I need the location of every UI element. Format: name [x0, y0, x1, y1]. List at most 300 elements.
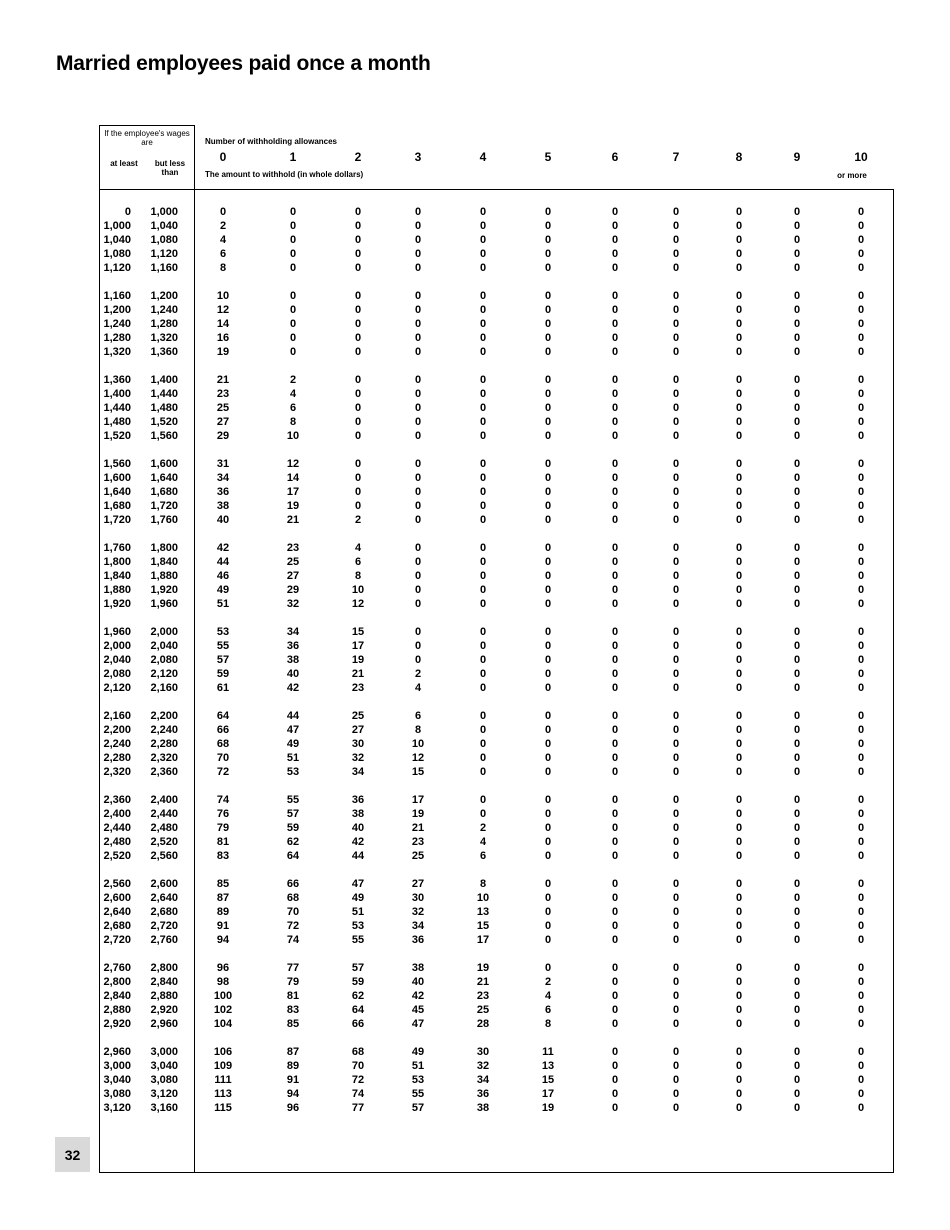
withholding-amount-0: 96 [216, 962, 230, 974]
withholding-amount-10: 0 [857, 542, 865, 554]
withholding-amount-8: 0 [735, 1004, 743, 1016]
wage-but-less-than: 1,680 [150, 486, 178, 498]
page-number: 32 [55, 1137, 90, 1172]
withholding-amount-2: 0 [354, 206, 362, 218]
withholding-amount-8: 0 [735, 1046, 743, 1058]
withholding-amount-9: 0 [793, 906, 801, 918]
withholding-amount-8: 0 [735, 514, 743, 526]
withholding-amount-4: 0 [479, 752, 487, 764]
withholding-amount-10: 0 [857, 976, 865, 988]
withholding-amount-6: 0 [611, 514, 619, 526]
wage-but-less-than: 2,080 [150, 654, 178, 666]
withholding-amount-9: 0 [793, 822, 801, 834]
wage-at-least: 1,960 [103, 626, 131, 638]
withholding-amount-6: 0 [611, 304, 619, 316]
withholding-amount-10: 0 [857, 710, 865, 722]
withholding-amount-9: 0 [793, 458, 801, 470]
wage-at-least: 2,760 [103, 962, 131, 974]
withholding-amount-7: 0 [672, 374, 680, 386]
withholding-amount-9: 0 [793, 598, 801, 610]
withholding-amount-4: 0 [479, 486, 487, 498]
withholding-amount-2: 0 [354, 304, 362, 316]
withholding-amount-2: 30 [351, 738, 365, 750]
withholding-amount-2: 0 [354, 458, 362, 470]
withholding-amount-10: 0 [857, 794, 865, 806]
withholding-amount-5: 0 [544, 962, 552, 974]
withholding-amount-9: 0 [793, 934, 801, 946]
withholding-amount-6: 0 [611, 640, 619, 652]
withholding-amount-6: 0 [611, 598, 619, 610]
withholding-amount-6: 0 [611, 332, 619, 344]
withholding-amount-10: 0 [857, 290, 865, 302]
withholding-amount-10: 0 [857, 318, 865, 330]
withholding-amount-9: 0 [793, 500, 801, 512]
withholding-amount-1: 0 [289, 206, 297, 218]
withholding-amount-9: 0 [793, 738, 801, 750]
withholding-amount-10: 0 [857, 584, 865, 596]
withholding-amount-3: 15 [411, 766, 425, 778]
wage-at-least: 2,880 [103, 1004, 131, 1016]
withholding-amount-1: 77 [286, 962, 300, 974]
withholding-amount-10: 0 [857, 850, 865, 862]
withholding-amount-10: 0 [857, 304, 865, 316]
withholding-amount-3: 0 [414, 626, 422, 638]
withholding-amount-7: 0 [672, 500, 680, 512]
withholding-amount-8: 0 [735, 752, 743, 764]
withholding-amount-8: 0 [735, 318, 743, 330]
withholding-amount-2: 0 [354, 486, 362, 498]
withholding-amount-6: 0 [611, 1102, 619, 1114]
withholding-amount-10: 0 [857, 822, 865, 834]
withholding-amount-4: 4 [479, 836, 487, 848]
withholding-amount-1: 94 [286, 1088, 300, 1100]
wage-at-least: 1,760 [103, 542, 131, 554]
withholding-amount-4: 0 [479, 402, 487, 414]
withholding-amount-5: 0 [544, 514, 552, 526]
wage-but-less-than: 2,120 [150, 668, 178, 680]
withholding-amount-0: 6 [219, 248, 227, 260]
withholding-amount-8: 0 [735, 906, 743, 918]
wage-at-least: 3,120 [103, 1102, 131, 1114]
withholding-amount-3: 36 [411, 934, 425, 946]
withholding-amount-0: 19 [216, 346, 230, 358]
withholding-amount-9: 0 [793, 346, 801, 358]
withholding-amount-9: 0 [793, 1018, 801, 1030]
withholding-amount-6: 0 [611, 794, 619, 806]
wage-but-less-than: 2,680 [150, 906, 178, 918]
withholding-amount-1: 64 [286, 850, 300, 862]
withholding-amount-9: 0 [793, 682, 801, 694]
withholding-amount-10: 0 [857, 934, 865, 946]
withholding-amount-6: 0 [611, 738, 619, 750]
withholding-amount-3: 0 [414, 248, 422, 260]
withholding-amount-7: 0 [672, 542, 680, 554]
withholding-amount-0: 53 [216, 626, 230, 638]
withholding-amount-9: 0 [793, 556, 801, 568]
withholding-amount-3: 17 [411, 794, 425, 806]
wage-at-least: 1,320 [103, 346, 131, 358]
withholding-amount-1: 89 [286, 1060, 300, 1072]
withholding-amount-2: 77 [351, 1102, 365, 1114]
withholding-amount-4: 0 [479, 570, 487, 582]
withholding-amount-5: 0 [544, 570, 552, 582]
withholding-amount-8: 0 [735, 1018, 743, 1030]
withholding-amount-2: 0 [354, 346, 362, 358]
withholding-amount-0: 16 [216, 332, 230, 344]
withholding-amount-0: 81 [216, 836, 230, 848]
withholding-amount-0: 27 [216, 416, 230, 428]
withholding-amount-8: 0 [735, 570, 743, 582]
wage-but-less-than: 1,280 [150, 318, 178, 330]
wage-but-less-than: 3,000 [150, 1046, 178, 1058]
withholding-amount-2: 25 [351, 710, 365, 722]
withholding-amount-0: 109 [213, 1060, 233, 1072]
withholding-amount-6: 0 [611, 962, 619, 974]
withholding-amount-6: 0 [611, 500, 619, 512]
wage-but-less-than: 1,320 [150, 332, 178, 344]
withholding-amount-5: 0 [544, 640, 552, 652]
header-divider [99, 189, 894, 190]
withholding-amount-0: 44 [216, 556, 230, 568]
withholding-amount-4: 32 [476, 1060, 490, 1072]
withholding-amount-5: 0 [544, 416, 552, 428]
withholding-amount-9: 0 [793, 220, 801, 232]
withholding-amount-1: 0 [289, 234, 297, 246]
wage-but-less-than: 2,840 [150, 976, 178, 988]
withholding-amount-6: 0 [611, 430, 619, 442]
withholding-amount-1: 0 [289, 220, 297, 232]
withholding-amount-5: 0 [544, 374, 552, 386]
wage-but-less-than: 2,880 [150, 990, 178, 1002]
withholding-amount-4: 0 [479, 724, 487, 736]
withholding-amount-2: 2 [354, 514, 362, 526]
withholding-amount-5: 0 [544, 388, 552, 400]
withholding-amount-7: 0 [672, 682, 680, 694]
withholding-amount-6: 0 [611, 822, 619, 834]
withholding-amount-0: 4 [219, 234, 227, 246]
wage-at-least: 2,080 [103, 668, 131, 680]
withholding-amount-9: 0 [793, 640, 801, 652]
withholding-amount-6: 0 [611, 976, 619, 988]
withholding-amount-0: 61 [216, 682, 230, 694]
withholding-amount-1: 34 [286, 626, 300, 638]
withholding-amount-1: 6 [289, 402, 297, 414]
withholding-amount-2: 0 [354, 318, 362, 330]
withholding-amount-6: 0 [611, 752, 619, 764]
withholding-amount-7: 0 [672, 486, 680, 498]
withholding-amount-7: 0 [672, 388, 680, 400]
withholding-amount-0: 68 [216, 738, 230, 750]
withholding-amount-8: 0 [735, 836, 743, 848]
withholding-amount-3: 57 [411, 1102, 425, 1114]
withholding-amount-5: 0 [544, 304, 552, 316]
withholding-amount-10: 0 [857, 248, 865, 260]
wage-at-least: 1,280 [103, 332, 131, 344]
withholding-amount-6: 0 [611, 906, 619, 918]
withholding-amount-10: 0 [857, 500, 865, 512]
withholding-amount-10: 0 [857, 262, 865, 274]
withholding-amount-7: 0 [672, 1088, 680, 1100]
withholding-amount-0: 34 [216, 472, 230, 484]
wage-but-less-than: 1,720 [150, 500, 178, 512]
withholding-amount-6: 0 [611, 388, 619, 400]
withholding-amount-5: 0 [544, 892, 552, 904]
wage-but-less-than: 1,240 [150, 304, 178, 316]
withholding-amount-3: 34 [411, 920, 425, 932]
withholding-amount-3: 38 [411, 962, 425, 974]
withholding-amount-3: 0 [414, 262, 422, 274]
withholding-amount-7: 0 [672, 738, 680, 750]
withholding-amount-8: 0 [735, 220, 743, 232]
withholding-amount-3: 0 [414, 514, 422, 526]
withholding-amount-4: 0 [479, 766, 487, 778]
withholding-amount-0: 23 [216, 388, 230, 400]
withholding-amount-5: 0 [544, 262, 552, 274]
withholding-amount-2: 6 [354, 556, 362, 568]
withholding-amount-2: 70 [351, 1060, 365, 1072]
wage-at-least: 1,400 [103, 388, 131, 400]
withholding-amount-8: 0 [735, 1088, 743, 1100]
withholding-amount-10: 0 [857, 332, 865, 344]
withholding-amount-10: 0 [857, 1004, 865, 1016]
withholding-amount-5: 11 [542, 1046, 554, 1058]
withholding-amount-7: 0 [672, 598, 680, 610]
wage-at-least: 1,040 [103, 234, 131, 246]
withholding-amount-8: 0 [735, 794, 743, 806]
withholding-amount-8: 0 [735, 850, 743, 862]
withholding-amount-8: 0 [735, 500, 743, 512]
wage-but-less-than: 2,400 [150, 794, 178, 806]
withholding-amount-3: 0 [414, 486, 422, 498]
withholding-amount-8: 0 [735, 206, 743, 218]
wage-at-least: 1,600 [103, 472, 131, 484]
withholding-amount-0: 74 [216, 794, 230, 806]
withholding-amount-8: 0 [735, 766, 743, 778]
wage-but-less-than: 2,000 [150, 626, 178, 638]
withholding-amount-0: 31 [216, 458, 230, 470]
withholding-amount-8: 0 [735, 724, 743, 736]
withholding-amount-3: 0 [414, 402, 422, 414]
wage-but-less-than: 2,320 [150, 752, 178, 764]
wage-at-least: 2,520 [103, 850, 131, 862]
withholding-amount-5: 0 [544, 794, 552, 806]
withholding-amount-10: 0 [857, 892, 865, 904]
withholding-amount-8: 0 [735, 962, 743, 974]
withholding-amount-4: 0 [479, 542, 487, 554]
wage-at-least: 2,720 [103, 934, 131, 946]
withholding-amount-10: 0 [857, 220, 865, 232]
withholding-amount-5: 0 [544, 458, 552, 470]
withholding-amount-0: 66 [216, 724, 230, 736]
withholding-amount-6: 0 [611, 1074, 619, 1086]
withholding-amount-5: 0 [544, 430, 552, 442]
withholding-amount-0: 72 [216, 766, 230, 778]
withholding-amount-3: 53 [411, 1074, 425, 1086]
withholding-amount-6: 0 [611, 262, 619, 274]
withholding-amount-1: 0 [289, 304, 297, 316]
withholding-amount-3: 27 [411, 878, 425, 890]
withholding-amount-6: 0 [611, 766, 619, 778]
wage-but-less-than: 1,000 [150, 206, 178, 218]
wage-at-least: 1,200 [103, 304, 131, 316]
withholding-amount-7: 0 [672, 332, 680, 344]
withholding-amount-9: 0 [793, 388, 801, 400]
withholding-amount-2: 15 [351, 626, 365, 638]
wage-at-least: 1,360 [103, 374, 131, 386]
wage-but-less-than: 1,840 [150, 556, 178, 568]
withholding-amount-10: 0 [857, 668, 865, 680]
withholding-amount-3: 30 [411, 892, 425, 904]
withholding-amount-1: 0 [289, 262, 297, 274]
withholding-amount-9: 0 [793, 486, 801, 498]
withholding-amount-7: 0 [672, 234, 680, 246]
wage-at-least: 2,240 [103, 738, 131, 750]
withholding-amount-10: 0 [857, 1088, 865, 1100]
withholding-amount-1: 70 [286, 906, 300, 918]
withholding-amount-6: 0 [611, 584, 619, 596]
withholding-amount-9: 0 [793, 976, 801, 988]
withholding-amount-4: 15 [476, 920, 490, 932]
withholding-amount-7: 0 [672, 1018, 680, 1030]
withholding-amount-5: 0 [544, 500, 552, 512]
wage-but-less-than: 1,160 [150, 262, 178, 274]
withholding-amount-2: 0 [354, 402, 362, 414]
withholding-amount-9: 0 [793, 206, 801, 218]
withholding-amount-3: 0 [414, 500, 422, 512]
withholding-amount-9: 0 [793, 402, 801, 414]
withholding-amount-3: 51 [411, 1060, 425, 1072]
withholding-amount-4: 0 [479, 388, 487, 400]
withholding-amount-2: 51 [351, 906, 365, 918]
withholding-amount-9: 0 [793, 332, 801, 344]
withholding-amount-2: 0 [354, 290, 362, 302]
withholding-amount-6: 0 [611, 318, 619, 330]
wage-at-least: 1,880 [103, 584, 131, 596]
withholding-amount-7: 0 [672, 1102, 680, 1114]
withholding-amount-4: 8 [479, 878, 487, 890]
withholding-amount-10: 0 [857, 402, 865, 414]
withholding-amount-7: 0 [672, 836, 680, 848]
withholding-amount-4: 0 [479, 290, 487, 302]
withholding-amount-7: 0 [672, 794, 680, 806]
withholding-amount-0: 0 [219, 206, 227, 218]
withholding-amount-7: 0 [672, 402, 680, 414]
withholding-amount-6: 0 [611, 290, 619, 302]
withholding-amount-4: 30 [476, 1046, 490, 1058]
withholding-amount-3: 0 [414, 542, 422, 554]
wage-but-less-than: 1,960 [150, 598, 178, 610]
withholding-amount-9: 0 [793, 962, 801, 974]
withholding-amount-0: 12 [216, 304, 230, 316]
withholding-amount-1: 29 [286, 584, 300, 596]
withholding-amount-4: 0 [479, 416, 487, 428]
withholding-amount-2: 12 [351, 598, 365, 610]
withholding-amount-1: 23 [286, 542, 300, 554]
withholding-amount-0: 89 [216, 906, 230, 918]
wage-but-less-than: 1,080 [150, 234, 178, 246]
wage-at-least: 1,840 [103, 570, 131, 582]
withholding-amount-7: 0 [672, 640, 680, 652]
withholding-amount-9: 0 [793, 570, 801, 582]
withholding-amount-0: 21 [216, 374, 230, 386]
withholding-amount-10: 0 [857, 472, 865, 484]
withholding-amount-1: 66 [286, 878, 300, 890]
wage-at-least: 2,560 [103, 878, 131, 890]
withholding-amount-5: 0 [544, 808, 552, 820]
withholding-amount-7: 0 [672, 416, 680, 428]
withholding-amount-8: 0 [735, 290, 743, 302]
amount-label: The amount to withhold (in whole dollars) [205, 170, 364, 179]
withholding-amount-0: 38 [216, 500, 230, 512]
wage-at-least: 1,120 [103, 262, 131, 274]
or-more-label: or more [837, 171, 867, 180]
withholding-amount-6: 0 [611, 472, 619, 484]
withholding-amount-0: 46 [216, 570, 230, 582]
withholding-amount-2: 57 [351, 962, 365, 974]
withholding-amount-5: 0 [544, 682, 552, 694]
withholding-amount-2: 0 [354, 374, 362, 386]
withholding-amount-2: 21 [351, 668, 365, 680]
withholding-amount-0: 113 [214, 1088, 232, 1100]
withholding-amount-6: 0 [611, 402, 619, 414]
withholding-amount-9: 0 [793, 752, 801, 764]
withholding-amount-8: 0 [735, 304, 743, 316]
withholding-amount-4: 0 [479, 640, 487, 652]
withholding-amount-7: 0 [672, 346, 680, 358]
withholding-amount-8: 0 [735, 1102, 743, 1114]
withholding-amount-1: 47 [286, 724, 300, 736]
withholding-amount-9: 0 [793, 766, 801, 778]
withholding-amount-6: 0 [611, 206, 619, 218]
withholding-amount-5: 4 [544, 990, 552, 1002]
withholding-amount-6: 0 [611, 878, 619, 890]
withholding-amount-9: 0 [793, 1102, 801, 1114]
withholding-amount-1: 21 [286, 514, 300, 526]
withholding-amount-9: 0 [793, 374, 801, 386]
withholding-amount-0: 36 [216, 486, 230, 498]
withholding-amount-9: 0 [793, 724, 801, 736]
withholding-amount-6: 0 [611, 1060, 619, 1072]
withholding-amount-10: 0 [857, 640, 865, 652]
wage-at-least: 2,840 [103, 990, 131, 1002]
withholding-amount-4: 0 [479, 374, 487, 386]
withholding-amount-10: 0 [857, 374, 865, 386]
withholding-amount-4: 2 [479, 822, 487, 834]
withholding-amount-7: 0 [672, 766, 680, 778]
withholding-amount-9: 0 [793, 850, 801, 862]
withholding-amount-0: 2 [219, 220, 227, 232]
withholding-amount-9: 0 [793, 1004, 801, 1016]
withholding-amount-3: 12 [411, 752, 425, 764]
withholding-amount-2: 4 [354, 542, 362, 554]
allowance-header-8: 8 [735, 150, 743, 164]
withholding-amount-10: 0 [857, 682, 865, 694]
withholding-amount-3: 10 [411, 738, 425, 750]
withholding-amount-9: 0 [793, 710, 801, 722]
withholding-amount-4: 28 [476, 1018, 490, 1030]
withholding-amount-8: 0 [735, 332, 743, 344]
page-title: Married employees paid once a month [56, 52, 431, 75]
withholding-amount-6: 0 [611, 836, 619, 848]
withholding-amount-4: 0 [479, 472, 487, 484]
withholding-amount-4: 38 [476, 1102, 490, 1114]
withholding-amount-3: 23 [411, 836, 425, 848]
withholding-amount-10: 0 [857, 766, 865, 778]
withholding-amount-3: 0 [414, 332, 422, 344]
withholding-amount-5: 0 [544, 486, 552, 498]
wage-at-least: 2,640 [103, 906, 131, 918]
withholding-amount-0: 102 [213, 1004, 233, 1016]
